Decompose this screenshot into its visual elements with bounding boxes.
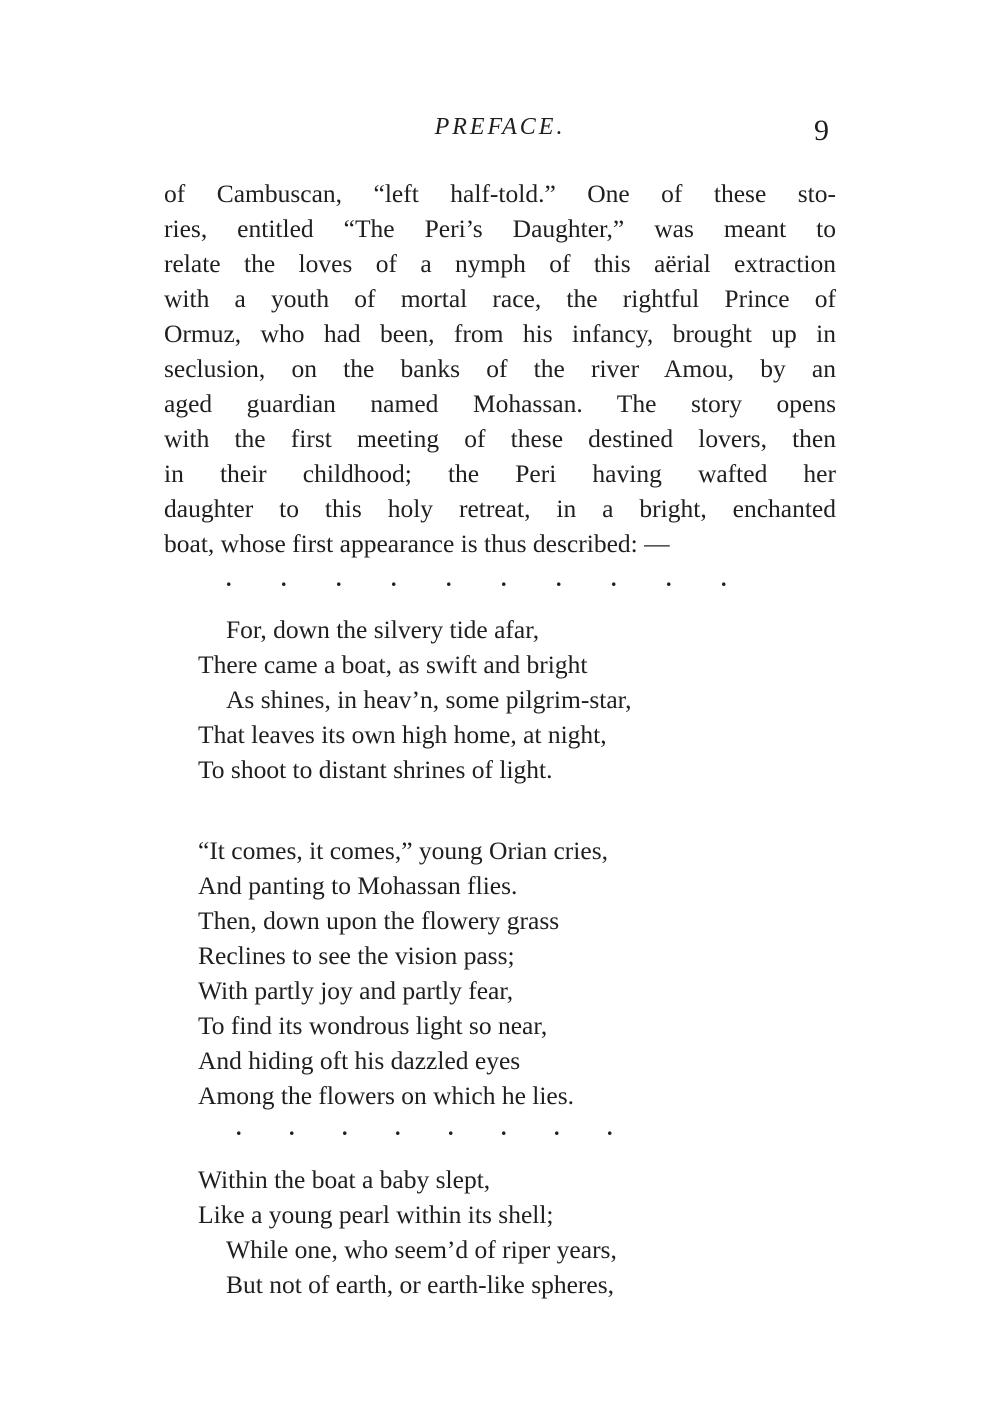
verse-line: There came a boat, as swift and bright xyxy=(198,650,588,679)
paragraph-line: boat, whose first appearance is thus described: — xyxy=(164,529,670,558)
paragraph-line: relate the loves of a nymph of this aërial extraction xyxy=(164,249,836,278)
paragraph-line: Ormuz, who had been, from his infancy, brought up in xyxy=(164,319,836,348)
verse-stanza-1 xyxy=(198,612,632,787)
paragraph-line: daughter to this holy retreat, in a bright, enchanted xyxy=(164,494,836,523)
verse-line: To find its wondrous light so near, xyxy=(198,1011,548,1040)
paragraph-line: aged guardian named Mohassan. The story opens xyxy=(164,389,836,418)
verse-line: Among the flowers on which he lies. xyxy=(198,1081,575,1110)
ellipsis-separator: . . . . . . . . . . xyxy=(226,566,727,591)
verse-line: With partly joy and partly fear, xyxy=(198,976,514,1005)
verse-line: But not of earth, or earth-like spheres, xyxy=(226,1270,615,1299)
preface-paragraph xyxy=(164,176,836,561)
verse-line: Then, down upon the flowery grass xyxy=(198,906,560,935)
verse-stanza-2 xyxy=(198,833,608,1113)
verse-line: Like a young pearl within its shell; xyxy=(198,1200,554,1229)
paragraph-line: of Cambuscan, “left half-told.” One of these sto- xyxy=(164,179,836,208)
paragraph-line: with a youth of mortal race, the rightful Prince of xyxy=(164,284,836,313)
paragraph-line: ries, entitled “The Peri’s Daughter,” was meant to xyxy=(164,214,836,243)
verse-line: Reclines to see the vision pass; xyxy=(198,941,515,970)
paragraph-line: in their childhood; the Peri having wafted her xyxy=(164,459,836,488)
paragraph-line: seclusion, on the banks of the river Amou, by an xyxy=(164,354,836,383)
verse-stanza-3 xyxy=(198,1162,617,1302)
verse-line: While one, who seem’d of riper years, xyxy=(226,1235,617,1264)
verse-line: Within the boat a baby slept, xyxy=(198,1165,491,1194)
verse-line: “It comes, it comes,” young Orian cries, xyxy=(198,836,608,865)
verse-line: As shines, in heav’n, some pilgrim-star, xyxy=(226,685,632,714)
verse-line: That leaves its own high home, at night, xyxy=(198,720,607,749)
running-header: PREFACE. xyxy=(434,114,566,140)
ellipsis-separator: . . . . . . . . xyxy=(236,1115,613,1140)
verse-line: For, down the silvery tide afar, xyxy=(226,615,540,644)
verse-line: And hiding oft his dazzled eyes xyxy=(198,1046,521,1075)
page-number: 9 xyxy=(814,114,829,147)
verse-line: And panting to Mohassan flies. xyxy=(198,871,518,900)
paragraph-line: with the first meeting of these destined lovers, then xyxy=(164,424,836,453)
verse-line: To shoot to distant shrines of light. xyxy=(198,755,553,784)
